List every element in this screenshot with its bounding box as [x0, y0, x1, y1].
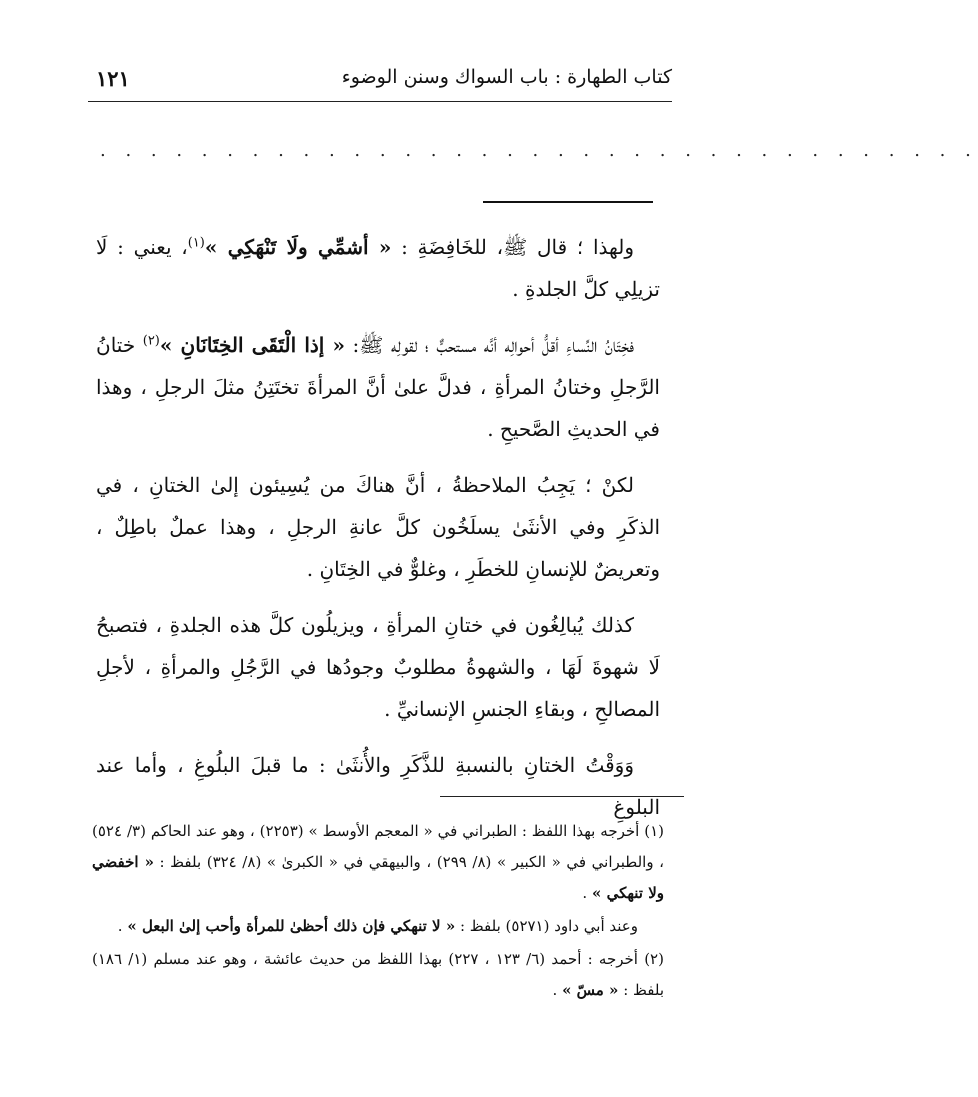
footnote-quote: « لا تنهكي فإن ذلك أحظىٰ للمرأة وأحب إلىٰ البعل » — [127, 917, 456, 935]
paragraph: لكنْ ؛ يَجِبُ الملاحظةُ ، أنَّ هناكَ من يُسِيئون إلىٰ الختانِ ، في الذكَرِ وفي الأنثَىٰ يسلَخُون كلَّ عانةِ الرجلِ ، وهذا عملٌ باطِلٌ ، وتعريضٌ للإنسانِ للخطَرِ ، وغلوٌّ في الخِتَانِ . — [96, 473, 660, 581]
paragraph: فخِتَانُ النِّساءِ أقلُّ أحوالِه أنَّه مستحبٌّ ؛ لقولِه ﷺ: « إذا الْتَقَى الخِتَانَانِ »$^{(٢)}$ ختانُ الرَّجلِ وختانُ المرأةِ ، فدلَّ علىٰ أنَّ المرأةَ تختَتِنُ مثلَ الرجلِ ، وهذا في الحديثِ الصَّحيحِ . — [96, 333, 660, 441]
hadith-quote: « أشمِّي ولَا تَنْهَكِي » — [204, 235, 392, 259]
body-text — [96, 226, 660, 842]
page-number: ١٢١ — [96, 66, 130, 91]
paragraph: ولهذا ؛ قال ﷺ، للخَافِضَةِ : « أشمِّي ولَا تَنْهَكِي »$^{(١)}$، يعني : لَا تزيلِي كلَّ الجلدةِ . — [96, 235, 660, 301]
footnote-2: (٢) أخرجه : أحمد (٦/ ١٢٣ ، ٢٢٧) بهذا اللفظ من حديث عائشة ، وهو عند مسلم (١/ ١٨٦) بلفظ : « مسّ » . — [92, 950, 664, 999]
footnote-ref[interactable]: (٢) — [142, 333, 160, 349]
footnote-quote: « اخفضي ولا تنهكي » — [92, 853, 664, 902]
footnote-quote: « مسّ » — [562, 981, 619, 999]
footnote-ref[interactable]: (١) — [187, 235, 205, 251]
paragraph: وَوَقْتُ الختانِ بالنسبةِ للذَّكَرِ والأُنثَىٰ : ما قبلَ البلُوغِ ، وأما عند البلوغِ — [96, 753, 660, 819]
running-header — [88, 62, 672, 98]
hadith-quote: « إذا الْتَقَى الخِتَانَانِ » — [159, 333, 346, 357]
footnote-1: (١) أخرجه بهذا اللفظ : الطبراني في « المعجم الأوسط » (٢٢٥٣) ، وهو عند الحاكم (٣/ ٥٢٤) ، والطبراني في « الكبير » (٨/ ٢٩٩) ، والبيهقي في « الكبرىٰ » (٨/ ٣٢٤) بلفظ : « اخفضي ولا تنهكي » . — [92, 822, 664, 902]
header-title: كتاب الطهارة : باب السواك وسنن الوضوء — [341, 66, 672, 88]
separator-dots: . . . . . . . . . . . . . . . . . . . . . . . . . . . . . . . . . . . — [100, 140, 978, 161]
footnotes — [92, 816, 664, 1008]
footnote-1-continued: وعند أبي داود (٥٢٧١) بلفظ : « لا تنهكي فإن ذلك أحظىٰ للمرأة وأحب إلىٰ البعل » . — [117, 917, 638, 935]
footnote-rule — [440, 796, 684, 797]
section-rule — [483, 201, 653, 203]
paragraph: كذلك يُبالِغُون في ختانِ المرأةِ ، ويزيلُون كلَّ هذه الجلدةِ ، فتصبحُ لَا شهوةَ لَهَا ، والشهوةُ مطلوبٌ وجودُها في الرَّجُلِ والمرأةِ ، لأجلِ المصالحِ ، وبقاءِ الجنسِ الإنسانيِّ . — [96, 613, 660, 721]
header-rule — [88, 101, 672, 102]
